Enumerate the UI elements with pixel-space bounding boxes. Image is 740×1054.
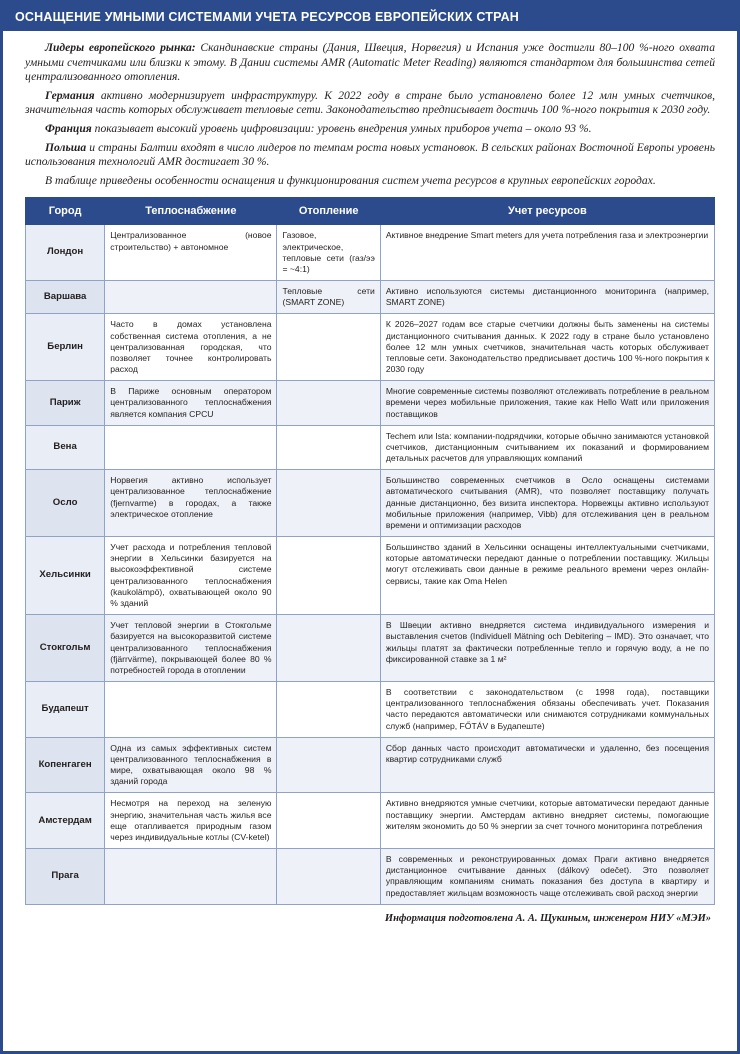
table-row [26,425,715,470]
cell-heat-supply: Несмотря на переход на зеленую энергию, значительная часть жилья все еще отапливается природным газом через индивидуальные котлы (CV-ketel) [105,793,277,849]
intro-text: показывает высокий уровень цифровизации: уровень внедрения умных приборов учета – около 93 %. [91,121,592,135]
cell-city: Вена [26,425,105,470]
cell-heating [277,314,380,381]
table-row [26,314,715,381]
cell-city: Стокгольм [26,615,105,682]
cell-heat-supply: Централизованное (новое строительство) + автономное [105,225,277,281]
intro-text: и страны Балтии входят в число лидеров по темпам роста новых установок. В сельских районах Восточной Европы уровень использования технологий AMR достигает 30 %. [25,140,715,169]
cell-resource-metering: Большинство зданий в Хельсинки оснащены интеллектуальными счетчиками, которые автоматически передают данные о потреблении поставщику. Жильцы могут отслеживать свои данные в режиме реального времени через онлайн-сервисы, такие как Oma Helen [380,537,714,615]
cell-city: Осло [26,470,105,537]
cell-heat-supply: Учет тепловой энергии в Стокгольме базируется на высокоразвитой системе централизованного теплоснабжения (fjärrvärme), покрывающей более 80 % потребностей города в отоплении [105,615,277,682]
cell-heating: Тепловые сети (SMART ZONE) [277,281,380,314]
column-header-resource-metering: Учет ресурсов [380,198,714,225]
cell-city: Париж [26,381,105,426]
cell-resource-metering: В современных и реконструированных домах Праги активно внедряется дистанционное считывание данных (dálkový odečet). Это позволяет управляющим компаниям снимать показания без доступа в квартиру и предоставляет жильцам возможность чаще отслеживать свой расход энергии [380,849,714,905]
cell-heating [277,381,380,426]
cell-heat-supply [105,281,277,314]
cell-heat-supply [105,425,277,470]
cell-resource-metering: Сбор данных часто происходит автоматически и удаленно, без посещения квартир сотрудниками служб [380,737,714,793]
column-header-city: Город [26,198,105,225]
cell-resource-metering: Активно внедряются умные счетчики, которые автоматически передают данные поставщику энергии. Амстердам активно внедряет системы, помогающие жителям экономить до 50 % энергии за счет точного мониторинга потребления [380,793,714,849]
document-content [3,31,737,930]
intro-paragraph [25,174,715,189]
footer-credit: Информация подготовлена А. А. Щукиным, инженером НИУ «МЭИ» [384,912,711,924]
cell-heating [277,793,380,849]
cell-heating [277,615,380,682]
cell-city: Хельсинки [26,537,105,615]
cell-city: Лондон [26,225,105,281]
cell-heating [277,470,380,537]
intro-paragraph [25,141,715,170]
cell-heating [277,425,380,470]
cell-resource-metering: В Швеции активно внедряется система индивидуального измерения и выставления счетов (Individuell Mätning och Debitering – IMD). Это означает, что жильцы платят за фактически потребленные тепло и горячую воду, а не по фиксированной ставке за 1 м² [380,615,714,682]
cell-city: Прага [26,849,105,905]
intro-paragraph [25,89,715,118]
table-row [26,793,715,849]
table-row [26,281,715,314]
intro-text: Скандинавские страны (Дания, Швеция, Норвегия) и Испания уже достигли 80–100 %-ного охвата умными счетчиками или близки к этому. В Дании системы AMR (Automatic Meter Reading) являются стандартом для большинства сетей централизованного отопления. [25,41,715,84]
cell-heating: Газовое, электрическое, тепловые сети (газ/ээ = ~4:1) [277,225,380,281]
intro-paragraphs [25,41,715,188]
table-row [26,225,715,281]
cell-city: Будапешт [26,682,105,738]
cell-heat-supply: Норвегия активно использует централизованное теплоснабжение (fjernvarme) в городах, а также электрическое отопление [105,470,277,537]
table-row [26,470,715,537]
cell-resource-metering: Большинство современных счетчиков в Осло оснащены системами автоматического считывания (AMR), что позволяет поставщику получать данные дистанционно, без визита инспектора. Норвежцы активно используют мобильные приложения (например, Vibb) для отслеживания цен в реальном времени и оптимизации расходов [380,470,714,537]
table-row [26,737,715,793]
column-header-heat-supply: Теплоснабжение [105,198,277,225]
intro-paragraph [25,41,715,85]
cell-resource-metering: Активно используются системы дистанционного мониторинга (например, SMART ZONE) [380,281,714,314]
intro-lead: Германия [45,88,95,102]
intro-lead: Польша [45,140,87,154]
cell-resource-metering: Активное внедрение Smart meters для учета потребления газа и электроэнергии [380,225,714,281]
table-row [26,537,715,615]
page-title: ОСНАЩЕНИЕ УМНЫМИ СИСТЕМАМИ УЧЕТА РЕСУРСОВ ЕВРОПЕЙСКИХ СТРАН [3,3,737,31]
table-row [26,615,715,682]
resource-metering-table [25,197,715,904]
table-row [26,682,715,738]
cell-heat-supply [105,682,277,738]
cell-heating [277,737,380,793]
cell-resource-metering: В соответствии с законодательством (с 1998 года), поставщики централизованного теплоснабжения обязаны обеспечивать учет. Показания часто передаются автоматически или снимаются сотрудниками коммунальных служб (например, FŐTÁV в Будапеште) [380,682,714,738]
table-header-row [26,198,715,225]
cell-city: Копенгаген [26,737,105,793]
cell-heat-supply: Одна из самых эффективных систем централизованного теплоснабжения в мире, охватывающая около 98 % зданий города [105,737,277,793]
cell-heat-supply: Часто в домах установлена собственная система отопления, а не централизованная городская, что позволяет точнее контролировать расход [105,314,277,381]
intro-text: активно модернизирует инфраструктуру. К 2022 году в стране было установлено более 12 млн умных счетчиков, значительная часть которых обслуживает тепловые сети. Законодательство предписывает достичь 100 %-ного покрытия к 2030 году. [25,88,715,117]
cell-heat-supply [105,849,277,905]
cell-heating [277,537,380,615]
intro-paragraph [25,122,715,137]
table-row [26,381,715,426]
cell-city: Берлин [26,314,105,381]
cell-resource-metering: Techem или Ista: компании-подрядчики, которые обычно занимаются установкой счетчиков, дистанционным считыванием их показаний и формированием детальных расчетов для управляющих компаний [380,425,714,470]
cell-city: Амстердам [26,793,105,849]
table-row [26,849,715,905]
intro-lead: Франция [45,121,92,135]
intro-text: В таблице приведены особенности оснащения и функционирования систем учета ресурсов в крупных европейских городах. [45,173,656,187]
cell-heating [277,682,380,738]
cell-resource-metering: Многие современные системы позволяют отслеживать потребление в реальном времени через мобильные приложения, такие как Hello Watt или приложения поставщиков [380,381,714,426]
intro-lead: Лидеры европейского рынка: [45,41,196,54]
cell-heat-supply: Учет расхода и потребления тепловой энергии в Хельсинки базируется на высокоэффективной системе централизованного теплоснабжения (kaukolämpö), охватывающей около 90 % зданий [105,537,277,615]
cell-resource-metering: К 2026–2027 годам все старые счетчики должны быть заменены на системы дистанционного считывания данных. К 2022 году в стране было установлено более 12 млн умных счетчиков, значительная часть которых обслуживает тепловые сети. Законодательство предписывает достичь 100 %-ного покрытия к 2030 году [380,314,714,381]
column-header-heating: Отопление [277,198,380,225]
cell-heat-supply: В Париже основным оператором централизованного теплоснабжения является компания CPCU [105,381,277,426]
cell-heating [277,849,380,905]
cell-city: Варшава [26,281,105,314]
